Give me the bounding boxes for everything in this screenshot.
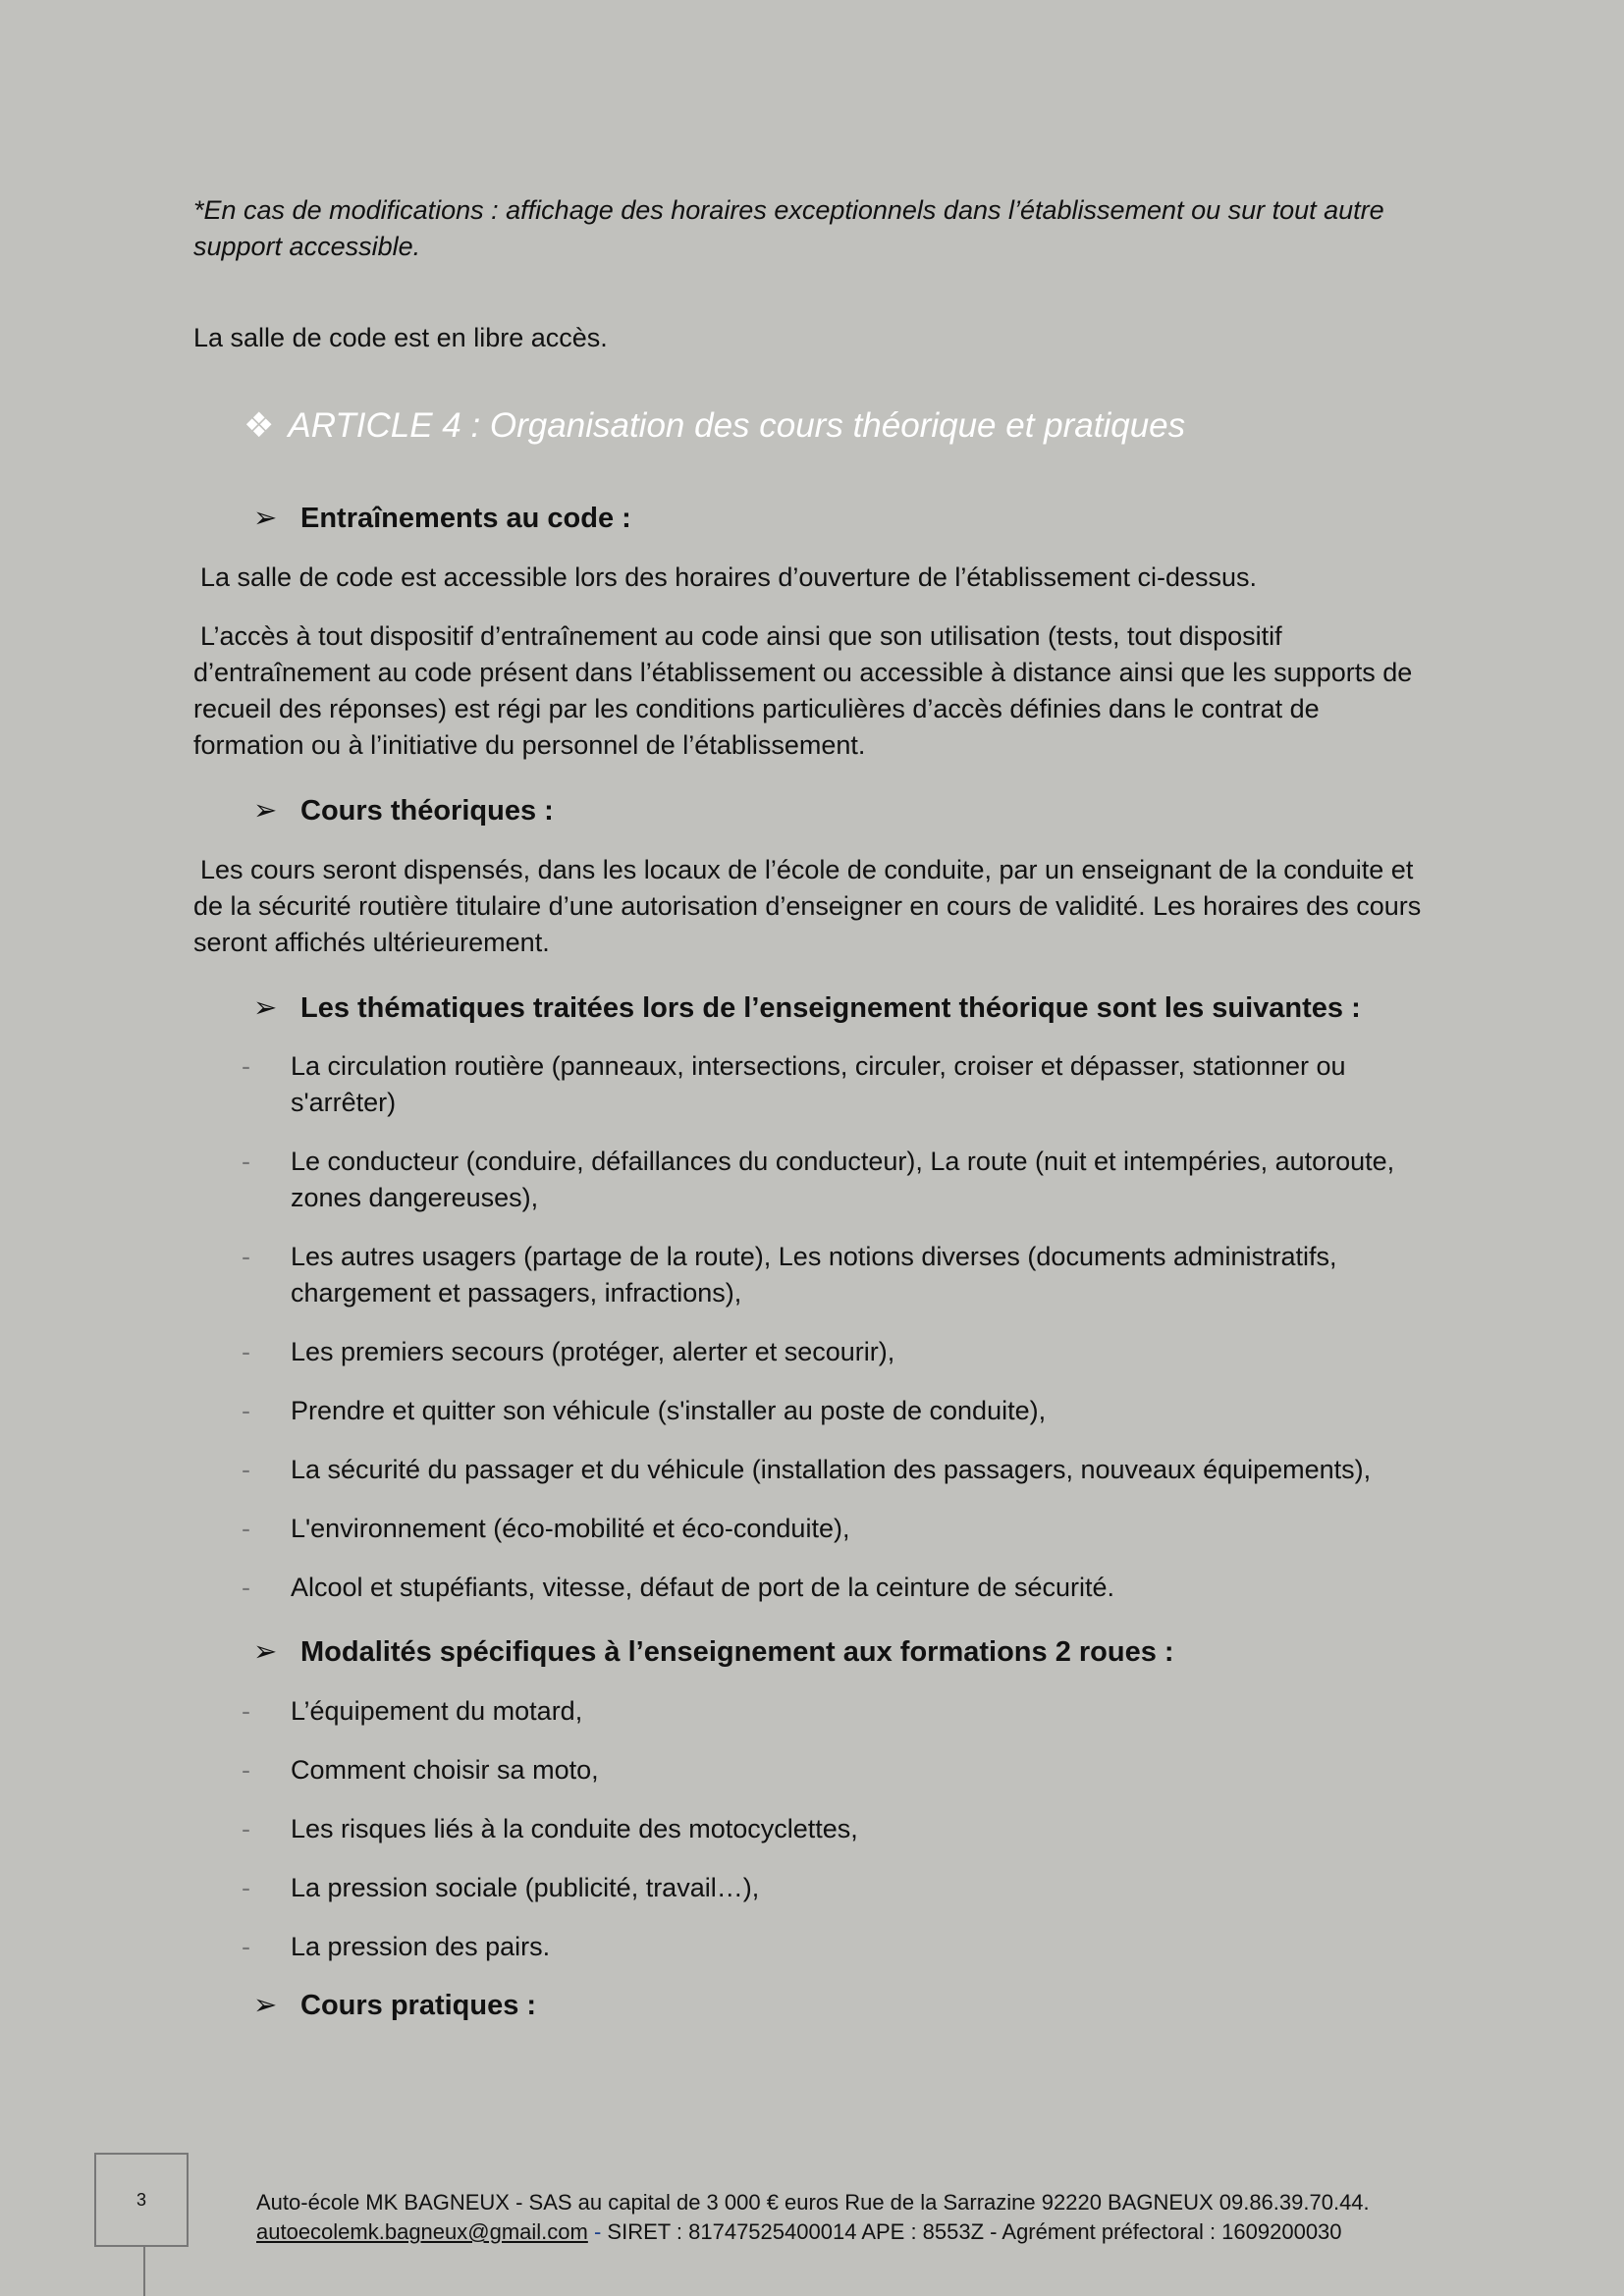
dash-bullet: - <box>242 1814 250 1843</box>
theoriques-paragraph: Les cours seront dispensés, dans les locaux de l’école de conduite, par un enseignant de la conduite et de la sécurité routière titulaire d’une autorisation d’enseigner en cours de validité. Les horaires des cours seront affichés ultérieurement. <box>193 855 1422 957</box>
heading-text: Entraînements au code : <box>300 503 631 534</box>
arrow-bullet-icon: ➢ <box>253 1636 278 1668</box>
page-number-line <box>143 2247 145 2296</box>
arrow-bullet-icon: ➢ <box>253 992 278 1024</box>
footer-email-link[interactable]: autoecolemk.bagneux@gmail.com <box>256 2219 588 2244</box>
dash-bullet: - <box>242 1337 250 1366</box>
dash-bullet: - <box>242 1455 250 1484</box>
list-item-text: Alcool et stupéfiants, vitesse, défaut de port de la ceinture de sécurité. <box>291 1573 1114 1602</box>
dash-bullet: - <box>242 1242 250 1271</box>
dash-bullet: - <box>242 1051 250 1081</box>
dash-bullet: - <box>242 1573 250 1602</box>
footer-registration: SIRET : 81747525400014 APE : 8553Z - Agrément préfectoral : 1609200030 <box>607 2219 1342 2244</box>
page-number-box <box>94 2153 189 2247</box>
list-item-text: La pression sociale (publicité, travail…), <box>291 1873 760 1902</box>
schedule-note: *En cas de modifications : affichage des horaires exceptionnels dans l’établissement ou sur tout autre support accessible. <box>193 195 1384 261</box>
dash-bullet: - <box>242 1755 250 1785</box>
heading-text: Les thématiques traitées lors de l’enseignement théorique sont les suivantes : <box>300 992 1361 1024</box>
heading-text: Cours théoriques : <box>300 795 554 827</box>
list-item-text: La sécurité du passager et du véhicule (installation des passagers, nouveaux équipements), <box>291 1455 1372 1484</box>
list-item-text: Comment choisir sa moto, <box>291 1755 599 1785</box>
article-4-heading <box>244 406 1185 446</box>
footer-separator: - <box>587 2219 608 2244</box>
list-item-text: L’équipement du motard, <box>291 1696 583 1726</box>
dash-bullet: - <box>242 1147 250 1176</box>
list-item-text: La pression des pairs. <box>291 1932 551 1961</box>
arrow-bullet-icon: ➢ <box>253 1990 278 2021</box>
list-item-text: Le conducteur (conduire, défaillances du conducteur), La route (nuit et intempéries, autoroute, zones dangereuses), <box>291 1147 1395 1212</box>
footer <box>256 2188 1370 2247</box>
list-item-text: Les risques liés à la conduite des motocyclettes, <box>291 1814 858 1843</box>
footer-line-1: Auto-école MK BAGNEUX - SAS au capital de 3 000 € euros Rue de la Sarrazine 92220 BAGNEUX 09.86.39.70.44. <box>256 2190 1370 2215</box>
entrainements-paragraph-2: L’accès à tout dispositif d’entraînement au code ainsi que son utilisation (tests, tout dispositif d’entraînement au code présent dans l’établissement ou accessible à distance ainsi que les supports de recueil des réponses) est régi par les conditions particulières d’accès définies dans le contrat de formation ou à l’initiative du personnel de l’établissement. <box>193 621 1413 760</box>
list-item-text: Prendre et quitter son véhicule (s'installer au poste de conduite), <box>291 1396 1047 1425</box>
list-item-text: Les autres usagers (partage de la route), Les notions diverses (documents administratifs, chargement et passagers, infractions), <box>291 1242 1337 1308</box>
heading-text: Cours pratiques : <box>300 1990 537 2021</box>
diamond-bullet-icon: ❖ <box>244 406 275 445</box>
article-title: ARTICLE 4 : Organisation des cours théorique et pratiques <box>288 406 1186 445</box>
dash-bullet: - <box>242 1932 250 1961</box>
page-number: 3 <box>135 2190 146 2210</box>
list-item-text: La circulation routière (panneaux, intersections, circuler, croiser et dépasser, stationner ou s'arrêter) <box>291 1051 1346 1117</box>
footer-line-2 <box>256 2217 1370 2247</box>
heading-entrainements <box>253 501 631 535</box>
dash-bullet: - <box>242 1696 250 1726</box>
arrow-bullet-icon: ➢ <box>253 795 278 827</box>
heading-deux-roues <box>253 1634 1174 1669</box>
dash-bullet: - <box>242 1514 250 1543</box>
list-item-text: L'environnement (éco-mobilité et éco-conduite), <box>291 1514 850 1543</box>
salle-libre-acces: La salle de code est en libre accès. <box>193 323 608 352</box>
entrainements-paragraph-1: La salle de code est accessible lors des horaires d’ouverture de l’établissement ci-dessus. <box>200 562 1258 592</box>
heading-cours-pratiques <box>253 1988 536 2022</box>
heading-thematiques <box>253 990 1361 1025</box>
dash-bullet: - <box>242 1396 250 1425</box>
heading-text: Modalités spécifiques à l’enseignement aux formations 2 roues : <box>300 1636 1174 1668</box>
heading-cours-theoriques <box>253 793 554 828</box>
list-item-text: Les premiers secours (protéger, alerter et secourir), <box>291 1337 895 1366</box>
dash-bullet: - <box>242 1873 250 1902</box>
arrow-bullet-icon: ➢ <box>253 503 278 534</box>
